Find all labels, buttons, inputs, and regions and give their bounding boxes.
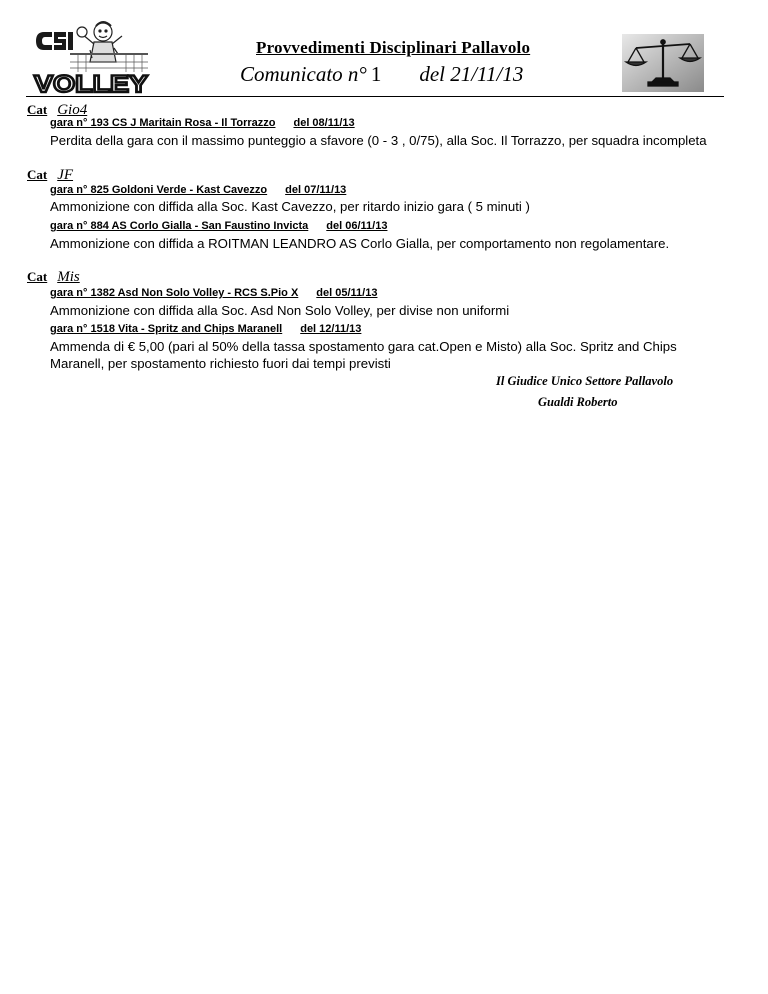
csi-volley-logo: [30, 18, 152, 96]
gara-heading: [50, 323, 361, 335]
gara-title: gara n° 193 CS J Maritain Rosa - Il Torrazzo: [50, 117, 276, 129]
gara-title: gara n° 1382 Asd Non Solo Volley - RCS S.Pio X: [50, 287, 299, 299]
category-name: JF: [57, 167, 74, 183]
comunicato-number: 1: [370, 62, 382, 86]
gara-date: del 12/11/13: [300, 323, 362, 335]
svg-text:VOLLEY: VOLLEY: [34, 71, 148, 96]
category-label: Cat: [27, 102, 48, 117]
gara-title: gara n° 1518 Vita - Spritz and Chips Maranell: [50, 323, 283, 335]
gara-heading: [50, 184, 346, 196]
category-heading: [27, 268, 80, 286]
provvedimento-text: Ammonizione con diffida alla Soc. Asd Non Solo Volley, per divise non uniformi: [50, 303, 510, 318]
provvedimento-text: Ammonizione con diffida alla Soc. Kast Cavezzo, per ritardo inizio gara ( 5 minuti ): [50, 199, 530, 214]
gara-date: del 06/11/13: [326, 220, 388, 232]
provvedimento-text: Ammenda di € 5,00 (pari al 50% della tassa spostamento gara cat.Open e Misto) alla Soc. Spritz and Chips Maranell, per spostamento richiesto fuori dai tempi previsti: [50, 339, 677, 371]
category-name: Gio4: [57, 102, 88, 118]
category-name: Mis: [57, 269, 80, 285]
comunicato-date: del 21/11/13: [419, 62, 524, 86]
player-figure-icon: [77, 22, 122, 62]
gara-heading: [50, 220, 387, 232]
category-label: Cat: [27, 269, 48, 284]
gara-date: del 08/11/13: [293, 117, 355, 129]
comunicato-line: [240, 62, 523, 87]
csi-letters-icon: [36, 32, 73, 50]
provvedimento-text: Perdita della gara con il massimo punteggio a sfavore (0 - 3 , 0/75), alla Soc. Il Torrazzo, per squadra incompleta: [50, 133, 707, 148]
gara-heading: [50, 287, 377, 299]
gara-title: gara n° 825 Goldoni Verde - Kast Cavezzo: [50, 184, 268, 196]
document-title: Provvedimenti Disciplinari Pallavolo: [256, 38, 531, 57]
signature-role: Il Giudice Unico Settore Pallavolo: [496, 374, 674, 388]
header-divider: [26, 96, 724, 97]
volley-word-icon: [34, 71, 148, 96]
gara-heading: [50, 117, 355, 129]
provvedimento-text: Ammonizione con diffida a ROITMAN LEANDRO AS Corlo Gialla, per comportamento non regolamentare.: [50, 236, 670, 251]
comunicato-label: Comunicato n°: [240, 62, 367, 86]
signature-name: Gualdi Roberto: [538, 395, 618, 409]
gara-date: del 07/11/13: [285, 184, 347, 196]
category-heading: [27, 166, 73, 184]
category-label: Cat: [27, 167, 48, 182]
scales-of-justice-icon: [622, 34, 704, 92]
gara-date: del 05/11/13: [316, 287, 378, 299]
gara-title: gara n° 884 AS Corlo Gialla - San Faustino Invicta: [50, 220, 309, 232]
